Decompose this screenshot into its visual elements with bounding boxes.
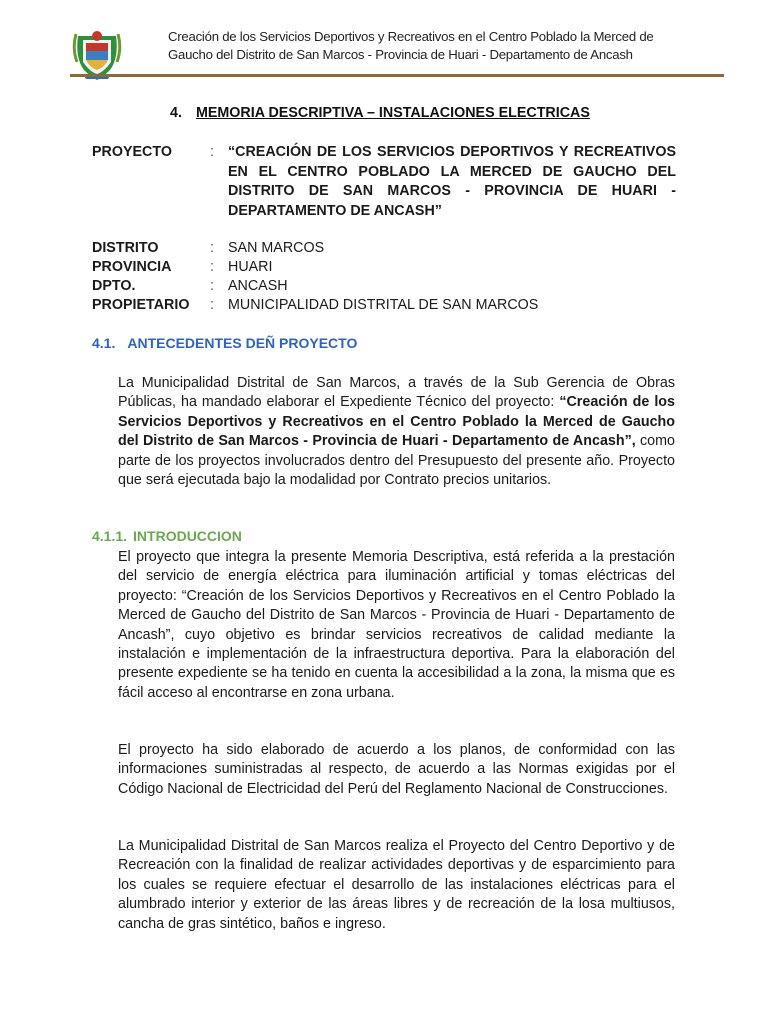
header-divider	[70, 74, 724, 77]
paragraph-text: La Municipalidad Distrital de San Marcos, a través de la Sub Gerencia de Obras Públicas, ha mandado elaborar el Expediente Técnico del proyecto:	[118, 375, 675, 411]
subsection-number: 4.1.1.	[92, 528, 128, 544]
paragraph-bold-text: “Creación de los Servicios Deportivos y Recreativos en el Centro Poblado la Merced de Gaucho del Distrito de San Marcos - Provincia de Huari - Departamento de Ancash”,	[118, 394, 675, 450]
header-title-line-2: Gaucho del Distrito de San Marcos - Provincia de Huari - Departamento de Ancash	[168, 47, 633, 62]
header-title	[168, 28, 728, 64]
field-label-proyecto: PROYECTO	[92, 144, 172, 160]
section-title	[170, 105, 590, 121]
field-colon: :	[210, 297, 214, 313]
subsection-number: 4.1.	[92, 335, 116, 351]
introduccion-paragraph-3: La Municipalidad Distrital de San Marcos realiza el Proyecto del Centro Deportivo y de Recreación con la finalidad de realizar actividades deportivas y de esparcimiento para los cuales se requiere efectuar el desarrollo de las instalaciones eléctricas para el alumbrado interior y exterior de las áreas libres y de recreación de la losa multiusos, cancha de gras sintético, baños e ingreso.	[118, 838, 675, 932]
field-colon: :	[210, 144, 214, 160]
section-title-text: MEMORIA DESCRIPTIVA – INSTALACIONES ELECTRICAS	[195, 105, 590, 121]
section-number: 4.	[170, 105, 182, 121]
introduccion-paragraph-2: El proyecto ha sido elaborado de acuerdo a los planos, de conformidad con las informaciones suministradas al respecto, de acuerdo a las Normas exigidas por el Código Nacional de Electricidad del Perú del Reglamento Nacional de Construcciones.	[118, 742, 675, 797]
field-label-distrito: DISTRITO	[92, 240, 159, 256]
field-label-dpto: DPTO.	[92, 278, 136, 294]
paragraph-text: como parte de los proyectos involucrados dentro del Presupuesto del presente año. Proyecto que será ejecutada bajo la modalidad por Contrato precios unitarios.	[118, 433, 675, 489]
field-value-dpto: ANCASH	[228, 278, 288, 294]
field-colon: :	[210, 240, 214, 256]
subsection-title: INTRODUCCION	[133, 528, 242, 544]
header-title-line-1: Creación de los Servicios Deportivos y Recreativos en el Centro Poblado la Merced de	[168, 29, 654, 44]
introduccion-paragraph-1: El proyecto que integra la presente Memoria Descriptiva, está referida a la prestación del servicio de energía eléctrica para iluminación artificial y tomas eléctricas del proyecto: “Creación de los Servicios Deportivos y Recreativos en el Centro Poblado la Merced de Gaucho del Distrito de San Marcos - Provincia de Huari - Departamento de Ancash”, cuyo objetivo es brindar servicios recreativos de calidad mediante la instalación e implementación de la infraestructura deportiva. Para la elaboración del presente expediente se ha tenido en cuenta la accesibilidad a la zona, la misma que es fácil acceso al encontrarse en zona urbana.	[118, 549, 675, 701]
field-label-propietario: PROPIETARIO	[92, 297, 190, 313]
field-colon: :	[210, 259, 214, 275]
field-value-provincia: HUARI	[228, 259, 273, 275]
field-colon: :	[210, 278, 214, 294]
field-value-propietario: MUNICIPALIDAD DISTRITAL DE SAN MARCOS	[228, 297, 539, 313]
antecedentes-paragraph	[118, 374, 675, 490]
page-header	[70, 24, 724, 78]
subsection-heading-antecedentes	[92, 335, 357, 351]
subsection-title: ANTECEDENTES DEÑ PROYECTO	[127, 335, 358, 351]
field-value-proyecto: “CREACIÓN DE LOS SERVICIOS DEPORTIVOS Y RECREATIVOS EN EL CENTRO POBLADO LA MERCED DE GAUCHO DEL DISTRITO DE SAN MARCOS - PROVINCIA DE HUARI - DEPARTAMENTO DE ANCASH”	[228, 144, 676, 219]
subsection-heading-introduccion	[92, 528, 242, 544]
field-label-provincia: PROVINCIA	[92, 259, 172, 275]
field-value-distrito: SAN MARCOS	[228, 240, 325, 256]
